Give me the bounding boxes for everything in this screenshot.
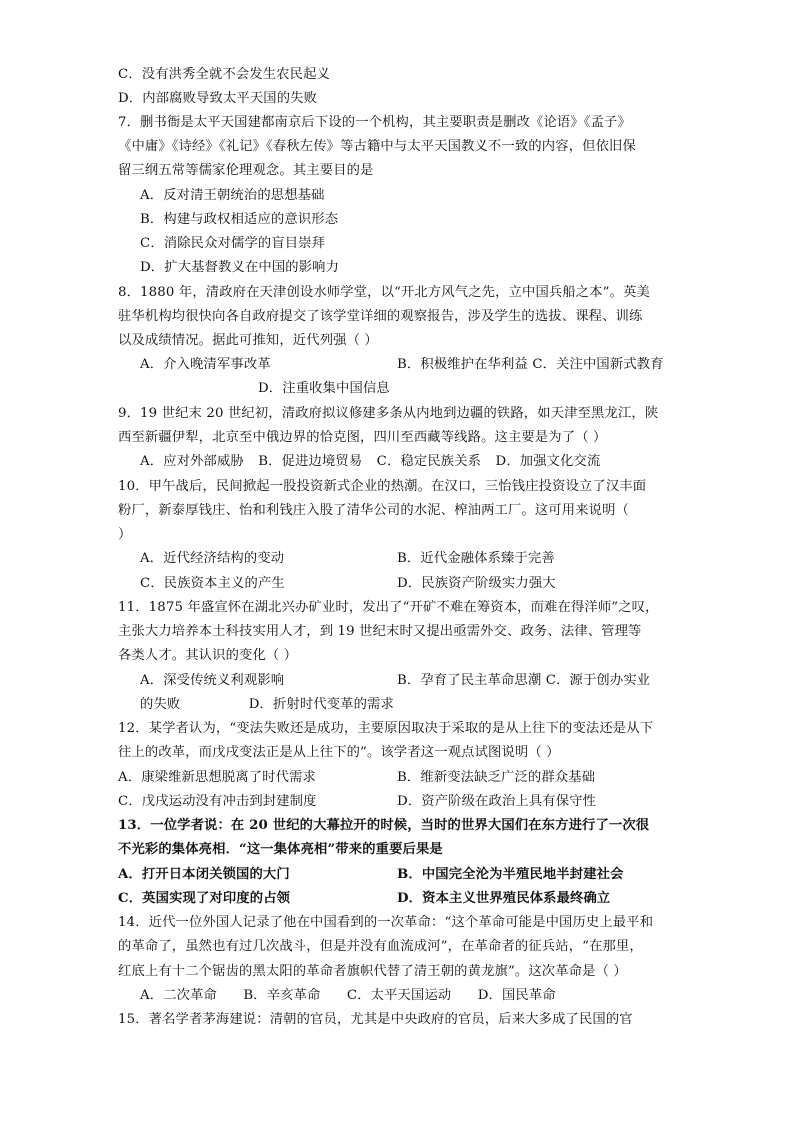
q11-stem-line-1: 11．1875 年盛宣怀在湖北兴办矿业时，发出了“开矿不难在筹资本，而难在得洋师”之叹， [118, 600, 659, 615]
q15-stem-line-1: 15．著名学者茅海建说：清朝的官员，尤其是中央政府的官员，后来大多成了民国的官 [118, 1012, 633, 1027]
q11-option-b-c: B．孕育了民主革命思潮 C．源于创办实业 [397, 673, 651, 688]
q8-stem-line-1: 8．1880 年，清政府在天津创设水师学堂，以“开北方风气之先，立中国兵船之本”。英美 [118, 285, 650, 300]
q12-stem-line-2: 往上的改革，而戊戌变法正是从上往下的”。该学者这一观点试图说明（ ） [118, 745, 560, 760]
q12-stem-line-1: 12．某学者认为，“变法失败还是成功，主要原因取决于采取的是从上往下的变法还是从下 [118, 721, 654, 736]
q10-option-a: A．近代经济结构的变动 [140, 551, 285, 566]
q12-option-d: D．资产阶级在政治上具有保守性 [397, 794, 597, 809]
q9-options: A．应对外部威胁 B．促进边境贸易 C．稳定民族关系 D．加强文化交流 [140, 454, 601, 469]
q13-option-c: C．英国实现了对印度的占领 [118, 891, 291, 906]
q8-stem-line-3: 以及成绩情况。据此可推知，近代列强（ ） [118, 333, 378, 348]
q12-option-b: B．维新变法缺乏广泛的群众基础 [397, 770, 596, 785]
q13-option-b: B．中国完全沦为半殖民地半封建社会 [397, 867, 624, 882]
q10-option-d: D．民族资产阶级实力强大 [397, 576, 556, 591]
q12-option-c: C．戊戌运动没有冲击到封建制度 [118, 794, 317, 809]
q7-stem-line-2: 《中庸》《诗经》《礼记》《春秋左传》等古籍中与太平天国教义不一致的内容，但依旧保 [118, 139, 636, 154]
q6-option-c: C．没有洪秀全就不会发生农民起义 [118, 67, 331, 82]
q8-option-a: A．介入晚清军事改革 [140, 357, 271, 372]
q13-option-a: A．打开日本闭关锁国的大门 [118, 867, 290, 882]
q8-stem-line-2: 驻华机构均很快向各自政府提交了该学堂详细的观察报告，涉及学生的选拔、课程、训练 [118, 309, 643, 324]
q11-option-a: A．深受传统义利观影响 [140, 673, 285, 688]
q7-stem-line-1: 7．删书衙是太平天国建都南京后下设的一个机构，其主要职责是删改《论语》《孟子》 [118, 115, 631, 130]
q10-option-c: C．民族资本主义的产生 [140, 576, 285, 591]
q10-stem-line-1: 10．甲午战后，民间掀起一股投资新式企业的热潮。在汉口，三怡钱庄投资设立了汉丰面 [118, 479, 647, 494]
q14-stem-line-1: 14．近代一位外国人记录了他在中国看到的一次革命：“这个革命可能是中国历史上最平和 [118, 915, 654, 930]
q14-options: A．二次革命 B．辛亥革命 C．太平天国运动 D．国民革命 [140, 988, 556, 1003]
q12-option-a: A．康梁维新思想脱离了时代需求 [118, 770, 317, 785]
q7-option-d: D．扩大基督教义在中国的影响力 [140, 260, 340, 275]
q10-stem-line-2: 粉厂，新泰厚钱庄、怡和利钱庄入股了清华公司的水泥、榨油两工厂。这可用来说明（ [118, 503, 629, 518]
q13-stem-line-1: 13．一位学者说：在 20 世纪的大幕拉开的时候，当时的世界大国们在东方进行了一次很 [118, 818, 650, 833]
q10-stem-line-3: ） [118, 527, 132, 542]
q14-stem-line-3: 红底上有十二个锯齿的黑太阳的革命者旗帜代替了清王朝的黄龙旗”。这次革命是（ ） [118, 964, 627, 979]
q11-stem-line-3: 各类人才。其认识的变化（ ） [118, 648, 298, 663]
q7-option-c: C．消除民众对儒学的盲目崇拜 [140, 236, 326, 251]
q8-option-d: D．注重收集中国信息 [258, 381, 390, 396]
q10-option-b: B．近代金融体系臻于完善 [397, 551, 555, 566]
q14-stem-line-2: 的革命了，虽然也有过几次战斗，但是并没有血流成河”，在革命者的征兵站，“在那里， [118, 939, 643, 954]
q7-stem-line-3: 留三纲五常等儒家伦理观念。其主要目的是 [118, 163, 374, 178]
q11-stem-line-2: 主张大力培养本土科技实用人才，到 19 世纪末时又提出亟需外交、政务、法律、管理等 [118, 624, 642, 639]
q7-option-b: B．构建与政权相适应的意识形态 [140, 212, 339, 227]
q6-option-d: D．内部腐败导致太平天国的失败 [118, 91, 318, 106]
q7-option-a: A．反对清王朝统治的思想基础 [140, 188, 325, 203]
q9-stem-line-2: 西至新疆伊犁，北京至中俄边界的恰克图，四川至西藏等线路。这主要是为了（ ） [118, 430, 607, 445]
q13-option-d: D．资本主义世界殖民体系最终确立 [397, 891, 611, 906]
q9-stem-line-1: 9．19 世纪末 20 世纪初，清政府拟议修建多条从内地到边疆的铁路，如天津至黑龙江，陕 [118, 406, 659, 421]
q11-option-c-d: 的失败 D．折射时代变革的需求 [140, 697, 394, 712]
q8-option-b-c: B．积极维护在华利益 C．关注中国新式教育 [397, 357, 664, 372]
q13-stem-line-2: 不光彩的集体亮相．“这一集体亮相”带来的重要后果是 [118, 842, 443, 857]
